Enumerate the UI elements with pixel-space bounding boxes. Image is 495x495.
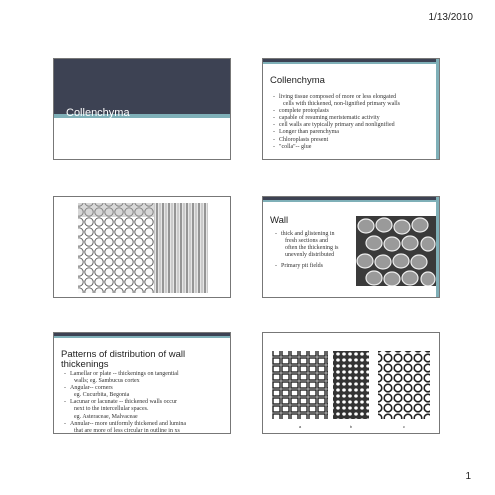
bullet: - Annular-- more uniformly thickened and lumina (64, 421, 230, 428)
bullet-continuation: cells with thickened, non-lignified primary walls (283, 101, 400, 108)
bullet: - Lacunar or lacunate -- thickened walls occur (64, 399, 230, 406)
bullet-continuation: that are more of less circular in outline in xs (74, 427, 180, 434)
bullet: - cell walls are typically primary and nonlignified (273, 122, 438, 129)
bullet: - complete protoplasts (273, 108, 438, 115)
bullet-continuation: eg. Asteraceae, Malvaceae (74, 413, 138, 420)
slide-title: Collenchyma (66, 107, 130, 119)
figure-label-b: b (349, 424, 353, 429)
slide-3-micrographs[interactable] (53, 196, 231, 298)
vertical-accent (436, 197, 439, 297)
bullet: - "colla"-- glue (273, 144, 438, 151)
bullet-list (275, 231, 357, 270)
slide-4-wall[interactable] (262, 196, 440, 298)
collenchyma-drawings (263, 333, 439, 433)
collenchyma-micrograph (54, 197, 230, 297)
bullet: - Lamellar or plate -- thickenings on tangential (64, 371, 230, 378)
figure-label-a: a (298, 424, 302, 429)
bullet: - Longer than parenchyma (273, 129, 438, 136)
bullet: - capable of resuming meristematic activity (273, 115, 438, 122)
drawing-a (272, 351, 328, 419)
slide-title: Wall (270, 215, 289, 226)
bullet-continuation: fresh sections and (285, 238, 328, 245)
bullet-continuation: unevenly distributed (285, 252, 335, 259)
bullet-list (273, 94, 438, 151)
accent-bar-secondary (54, 336, 230, 338)
page-number: 1 (465, 471, 471, 482)
slide-6-drawings[interactable] (262, 332, 440, 434)
slide-title: Collenchyma (270, 75, 325, 86)
bullet: - Chloroplasts present (273, 137, 438, 144)
longitudinal-section-image (154, 203, 208, 293)
slide-title-line-2: thickenings (61, 359, 109, 370)
bullet-continuation: often the thickening is (285, 245, 339, 252)
bullet: - Primary pit fields (275, 263, 357, 270)
bullet: - thick and glistening in (275, 231, 357, 238)
header-date: 1/13/2010 (428, 12, 473, 23)
slide-1-title[interactable] (53, 58, 231, 160)
bullet-list (64, 371, 230, 434)
bullet: - living tissue composed of more or less elongated (273, 94, 438, 101)
slide-5-patterns[interactable] (53, 332, 231, 434)
drawing-c (378, 351, 430, 419)
bullet-continuation: next to the intercellular spaces. (74, 406, 149, 413)
slide-title (61, 350, 185, 370)
drawing-b (333, 351, 369, 419)
bullet-continuation: walls; eg. Sambucus cortex (74, 378, 140, 385)
accent-bar-secondary (263, 62, 439, 64)
title-band (54, 59, 230, 114)
bullet-continuation: eg. Cucurbita, Begonia (74, 392, 130, 399)
accent-bar-secondary (263, 200, 439, 202)
bullet: - Angular-- corners (64, 385, 230, 392)
slide-2-collenchyma[interactable] (262, 58, 440, 160)
wall-micrograph (356, 216, 436, 286)
slide-title-line-1: Patterns of distribution of wall (61, 349, 186, 360)
figure-label-c: c (403, 424, 405, 429)
